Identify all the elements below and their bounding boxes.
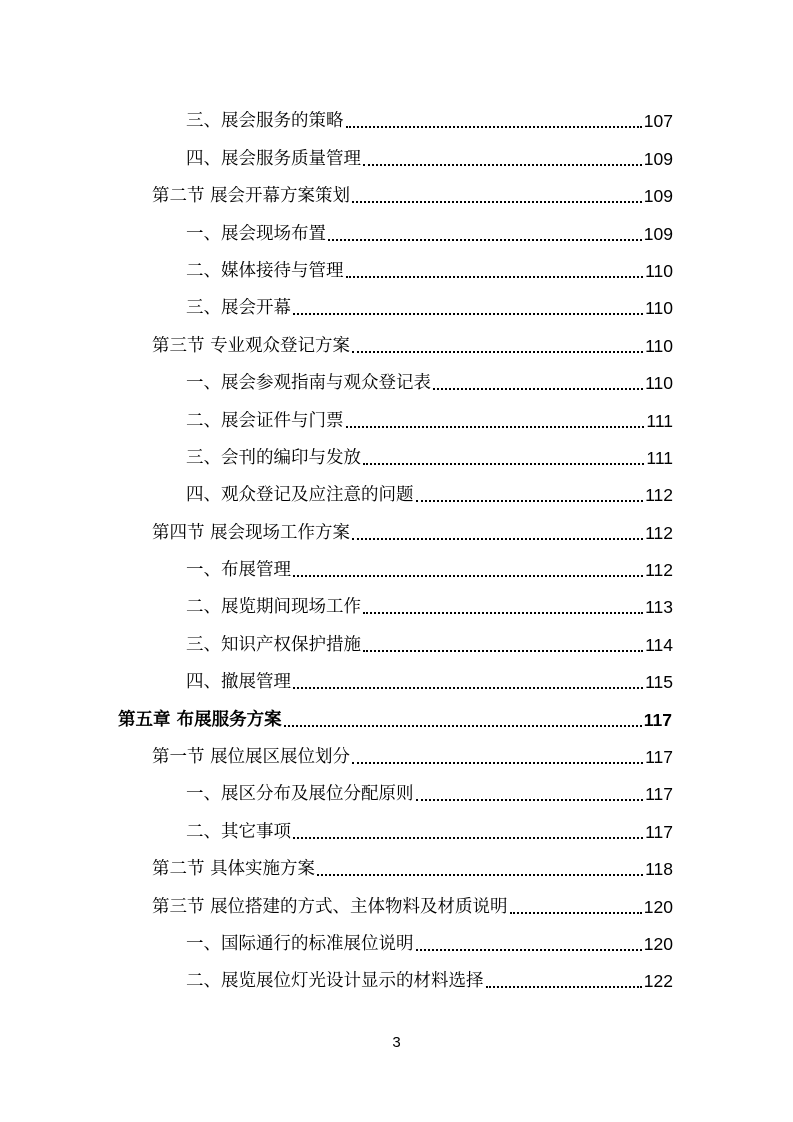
- toc-entry-title: 第三节 展位搭建的方式、主体物料及材质说明: [152, 896, 508, 917]
- toc-leader-dots: [346, 276, 644, 278]
- toc-leader-dots: [416, 949, 642, 951]
- toc-entry[interactable]: [0, 662, 793, 699]
- toc-entry-title: 一、展会现场布置: [186, 223, 326, 244]
- toc-entry-page: 109: [643, 186, 673, 207]
- toc-leader-dots: [416, 799, 644, 801]
- toc-entry-title: 三、知识产权保护措施: [186, 634, 361, 655]
- toc-entry-title: 二、展会证件与门票: [186, 410, 344, 431]
- toc-entry-title: 二、展览期间现场工作: [186, 597, 361, 618]
- toc-entry-title: 第一节 展位展区展位划分: [152, 747, 351, 768]
- toc-entry-page: 117: [645, 784, 673, 805]
- toc-leader-dots: [510, 912, 642, 914]
- toc-leader-dots: [352, 201, 642, 203]
- toc-entry-page: 120: [643, 933, 673, 954]
- toc-leader-dots: [352, 762, 643, 764]
- toc-entry-title: 一、展会参观指南与观众登记表: [186, 373, 431, 394]
- toc-leader-dots: [346, 426, 645, 428]
- toc-entry-title: 二、展览展位灯光设计显示的材料选择: [186, 971, 484, 992]
- toc-entry-page: 110: [645, 260, 673, 281]
- toc-leader-dots: [284, 725, 642, 727]
- toc-entry-title: 第四节 展会现场工作方案: [152, 522, 351, 543]
- toc-entry-page: 117: [643, 709, 672, 730]
- toc-section-entry[interactable]: [0, 512, 793, 549]
- toc-entry[interactable]: [0, 400, 793, 437]
- toc-entry-title: 一、布展管理: [186, 560, 291, 581]
- toc-entry-page: 120: [643, 896, 673, 917]
- toc-entry-page: 117: [645, 747, 673, 768]
- toc-entry[interactable]: [0, 251, 793, 288]
- toc-entry-page: 117: [645, 821, 673, 842]
- toc-entry-title: 三、展会开幕: [186, 298, 291, 319]
- toc-entry[interactable]: [0, 138, 793, 175]
- toc-leader-dots: [363, 650, 643, 652]
- toc-leader-dots: [352, 538, 643, 540]
- toc-entry-page: 110: [645, 373, 673, 394]
- toc-leader-dots: [486, 986, 642, 988]
- toc-entry-page: 111: [646, 410, 673, 431]
- toc-entry-title: 二、媒体接待与管理: [186, 260, 344, 281]
- toc-section-entry[interactable]: [0, 886, 793, 923]
- toc-entry-page: 109: [643, 148, 673, 169]
- toc-entry-title: 三、展会服务的策略: [186, 111, 344, 132]
- toc-entry-title: 第三节 专业观众登记方案: [152, 335, 351, 356]
- toc-section-entry[interactable]: [0, 849, 793, 886]
- toc-entry-title: 第五章 布展服务方案: [118, 709, 282, 730]
- page-number: 3: [392, 1034, 401, 1051]
- toc-section-entry[interactable]: [0, 176, 793, 213]
- toc-entry-title: 二、其它事项: [186, 821, 291, 842]
- toc-entry[interactable]: [0, 624, 793, 661]
- toc-entry-title: 第二节 展会开幕方案策划: [152, 186, 351, 207]
- toc-entry[interactable]: [0, 213, 793, 250]
- toc-entry-page: 107: [643, 111, 673, 132]
- toc-entry-page: 112: [645, 560, 673, 581]
- toc-leader-dots: [317, 874, 643, 876]
- toc-leader-dots: [346, 126, 642, 128]
- toc-entry-page: 110: [645, 298, 673, 319]
- toc-entry-title: 一、国际通行的标准展位说明: [186, 933, 414, 954]
- toc-entry-title: 一、展区分布及展位分配原则: [186, 784, 414, 805]
- toc-entry[interactable]: [0, 101, 793, 138]
- toc-entry-page: 109: [643, 223, 673, 244]
- toc-entry-title: 三、会刊的编印与发放: [186, 447, 361, 468]
- toc-entry[interactable]: [0, 961, 793, 998]
- toc-leader-dots: [363, 164, 642, 166]
- toc-leader-dots: [416, 500, 644, 502]
- toc-entry-title: 四、撤展管理: [186, 672, 291, 693]
- toc-entry[interactable]: [0, 288, 793, 325]
- toc-entry-page: 112: [645, 485, 673, 506]
- toc-entry-page: 113: [645, 597, 673, 618]
- toc-entry[interactable]: [0, 475, 793, 512]
- toc-leader-dots: [363, 463, 644, 465]
- toc-entry-page: 110: [645, 335, 673, 356]
- toc-leader-dots: [293, 837, 643, 839]
- toc-entry[interactable]: [0, 438, 793, 475]
- toc-entry-page: 122: [643, 971, 673, 992]
- toc-entry-page: 111: [646, 447, 673, 468]
- toc-leader-dots: [328, 239, 642, 241]
- toc-leader-dots: [293, 687, 643, 689]
- toc-leader-dots: [363, 612, 643, 614]
- toc-entry-page: 118: [645, 859, 673, 880]
- toc-entry[interactable]: [0, 550, 793, 587]
- toc-entry[interactable]: [0, 811, 793, 848]
- toc-section-entry[interactable]: [0, 737, 793, 774]
- toc-leader-dots: [293, 575, 643, 577]
- toc-entry[interactable]: [0, 587, 793, 624]
- toc-chapter-entry[interactable]: [0, 699, 793, 736]
- table-of-contents: [0, 101, 793, 998]
- toc-entry-title: 四、观众登记及应注意的问题: [186, 485, 414, 506]
- toc-entry-title: 第二节 具体实施方案: [152, 859, 316, 880]
- toc-entry-page: 115: [645, 672, 673, 693]
- toc-entry-page: 112: [645, 522, 673, 543]
- toc-entry[interactable]: [0, 774, 793, 811]
- toc-entry[interactable]: [0, 924, 793, 961]
- toc-leader-dots: [352, 351, 643, 353]
- toc-leader-dots: [433, 388, 643, 390]
- toc-entry-page: 114: [645, 634, 673, 655]
- toc-section-entry[interactable]: [0, 325, 793, 362]
- toc-leader-dots: [293, 313, 643, 315]
- toc-entry-title: 四、展会服务质量管理: [186, 148, 361, 169]
- toc-entry[interactable]: [0, 363, 793, 400]
